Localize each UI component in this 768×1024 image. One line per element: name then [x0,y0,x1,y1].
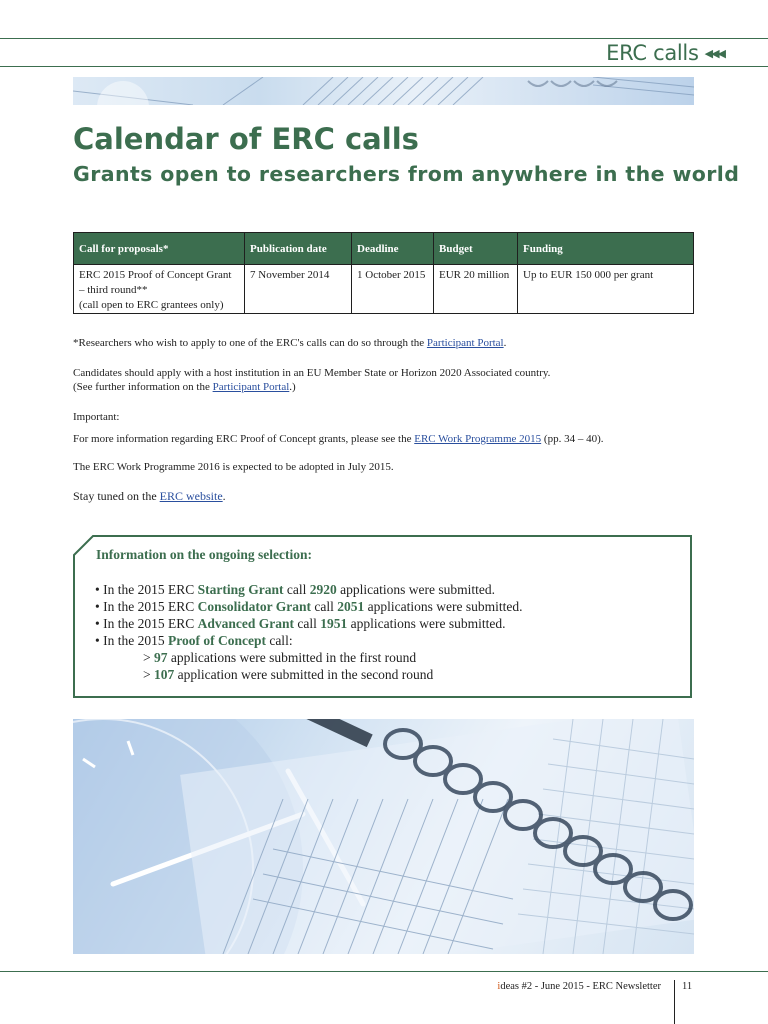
application-count: 2920 [309,582,337,597]
footer-publication [497,981,661,992]
list-sub-item: > 97 applications were submitted in the first round [143,650,417,665]
grant-name: Proof of Concept [167,633,266,648]
erc-website-link[interactable]: ERC website [159,489,223,503]
budget-cell: EUR 20 million [434,265,518,314]
list-item: • In the 2015 Proof of Concept call: [95,633,293,648]
table-header-row [74,233,694,265]
note-paragraph [73,336,506,350]
list-item: • In the 2015 ERC Starting Grant call 2920 applications were submitted. [95,582,495,597]
work-programme-paragraph [73,432,604,446]
call-name: ERC 2015 Proof of Concept Grant [79,269,232,281]
publication-date-cell: 7 November 2014 [245,265,352,314]
page-title: Calendar of ERC calls [73,122,419,156]
column-header: Deadline [352,233,434,265]
note-text: . [222,489,226,503]
info-box [73,535,692,698]
application-count: 2051 [337,599,365,614]
footer-separator [674,980,675,1024]
candidates-paragraph [73,366,550,394]
note-text: For more information regarding ERC Proof of Concept grants, please see the [73,433,415,445]
grant-name: Consolidator Grant [197,599,311,614]
grant-name: Advanced Grant [197,616,294,631]
deadline-cell: 1 October 2015 [352,265,434,314]
section-tag-label: ERC calls [606,41,699,65]
table-row [74,265,694,314]
section-tag [606,40,724,66]
info-box-title: Information on the ongoing selection: [96,547,312,562]
work-programme-link[interactable]: ERC Work Programme 2015 [414,433,542,445]
call-cell [74,265,245,314]
list-sub-item: > 107 application were submitted in the second round [143,667,434,682]
call-round: – third round** [79,284,148,296]
application-count: 97 [154,650,168,665]
note-text: .) [289,381,296,393]
funding-cell: Up to EUR 150 000 per grant [518,265,694,314]
list-item: • In the 2015 ERC Advanced Grant call 1951 applications were submitted. [95,616,506,631]
call-eligibility: (call open to ERC grantees only) [79,299,224,311]
grant-name: Starting Grant [197,582,284,597]
column-header: Publication date [245,233,352,265]
application-count: 1951 [320,616,348,631]
page-subtitle: Grants open to researchers from anywhere in the world [73,162,740,186]
important-label: Important: [73,411,120,423]
calls-table [73,232,694,314]
top-rule [0,66,768,67]
application-count: 107 [154,667,175,682]
triple-arrow-icon: ◀◀◀ [704,46,724,60]
top-rule [0,38,768,39]
calendar-banner-image [73,77,694,105]
column-header: Funding [518,233,694,265]
note-text: . [503,337,507,349]
note-text: Candidates should apply with a host institution in an EU Member State or Horizon 2020 Associated country. [73,367,551,379]
selection-list [95,581,522,683]
column-header: Budget [434,233,518,265]
page-number: 11 [682,981,693,992]
note-text: *Researchers who wish to apply to one of the ERC's calls can do so through the [73,337,427,349]
note-text: (pp. 34 – 40). [541,433,604,445]
participant-portal-link[interactable]: Participant Portal [212,381,290,393]
list-item: • In the 2015 ERC Consolidator Grant call 2051 applications were submitted. [95,599,523,614]
stay-tuned-paragraph [73,489,226,503]
adoption-paragraph: The ERC Work Programme 2016 is expected to be adopted in July 2015. [73,461,394,473]
footer-logo-letter: i [497,981,501,992]
footer-text: deas #2 - June 2015 - ERC Newsletter [500,981,661,992]
calendar-clock-image [73,719,694,954]
note-text: (See further information on the [73,381,213,393]
note-text: Stay tuned on the [73,489,160,503]
participant-portal-link[interactable]: Participant Portal [426,337,504,349]
bottom-rule [0,971,768,972]
column-header: Call for proposals* [74,233,245,265]
